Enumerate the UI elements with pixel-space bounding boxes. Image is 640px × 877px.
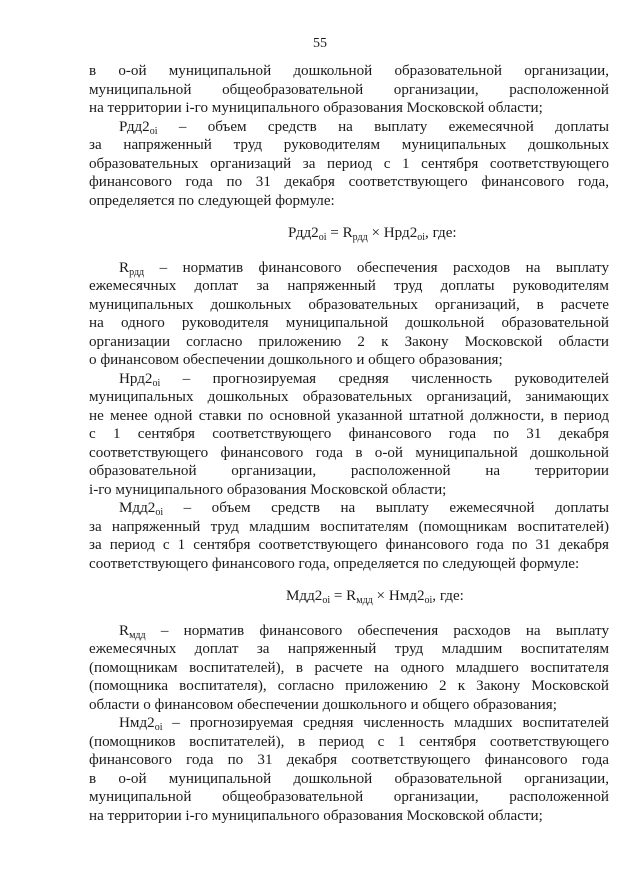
paragraph-text: – прогнозируемая средняя численность младших воспитателей [162, 715, 609, 731]
paragraph-first-line [89, 118, 609, 137]
text-line: образовательных организаций за период с 1 сентября соответствующего [89, 155, 609, 172]
text-line: за период с 1 сентября соответствующего финансового года по 31 декабря [89, 537, 609, 553]
formula-part: = R [330, 588, 357, 604]
symbol-subscript: oi [152, 377, 161, 389]
symbol-subscript: oi [155, 507, 164, 518]
symbol: R [119, 622, 130, 639]
text-line: организации согласно приложению 2 к Закону Московской области [89, 333, 609, 350]
paragraph-first-line [89, 259, 609, 278]
text-line: за напряженный труд руководителям муниципальных дошкольных [89, 137, 609, 153]
text-line: определяется по следующей формуле: [89, 192, 335, 209]
formula-part: Рдд2 [288, 225, 319, 241]
document-body [89, 62, 609, 825]
text-line: за напряженный труд младшим воспитателям (помощникам воспитателей) [89, 518, 609, 535]
text-line: ежемесячных доплат за напряженный труд доплаты руководителям [89, 278, 609, 294]
paragraph-text: – объем средств на выплату ежемесячной доплаты [157, 118, 609, 135]
paragraph-first-line [89, 714, 609, 733]
symbol-subscript: рдд [129, 266, 145, 278]
symbol: Нрд2 [119, 370, 153, 387]
text-line: образовательной организации, расположенной на территории [89, 463, 609, 479]
paragraph-first-line [89, 622, 609, 641]
symbol-subscript: oi [154, 722, 163, 733]
paragraph-text: – прогнозируемая средняя численность руководителей [160, 370, 609, 387]
formula-subscript: мдд [356, 595, 373, 606]
text-line: о финансовом обеспечении дошкольного и общего образования; [89, 352, 503, 368]
formula-subscript: oi [417, 232, 426, 243]
formula-subscript: oi [424, 595, 433, 606]
formula-subscript: рдд [352, 232, 368, 243]
text-line: финансового года по 31 декабря соответствующего финансового года, [89, 174, 609, 190]
formula-part: , где: [432, 588, 464, 604]
text-line: области о финансовом обеспечении дошкольного и общего образования; [89, 696, 557, 713]
paragraph-text: – норматив финансового обеспечения расходов на выплату [144, 259, 609, 276]
formula [89, 587, 609, 606]
formula-subscript: oi [318, 232, 327, 243]
text-line: i-го муниципального образования Московской области; [89, 481, 447, 498]
text-line: в о-ой муниципальной дошкольной образовательной организации, [89, 63, 609, 79]
text-line: муниципальных дошкольных образовательных организаций, занимающих [89, 389, 609, 405]
formula-part: × Нмд2 [372, 588, 425, 604]
text-line: соответствующего финансового года, определяется по следующей формуле: [89, 555, 580, 572]
text-line: с 1 сентября соответствующего финансового года по 31 декабря [89, 426, 609, 442]
formula-part: , где: [425, 225, 457, 241]
formula-subscript: oi [322, 595, 331, 606]
text-line: (помощников воспитателей), в период с 1 сентября соответствующего [89, 733, 609, 750]
formula-part: = R [326, 225, 353, 241]
text-line: (помощникам воспитателей), в расчете на одного младшего воспитателя [89, 659, 609, 676]
formula [89, 224, 609, 243]
page-number: 55 [313, 36, 327, 51]
text-line: ежемесячных доплат за напряженный труд младшим воспитателям [89, 641, 609, 657]
symbol: Нмд2 [119, 715, 155, 731]
symbol-subscript: мдд [129, 629, 146, 641]
symbol: Рдд2 [119, 118, 150, 135]
text-line: муниципальной общеобразовательной организации, расположенной [89, 789, 609, 805]
text-line: (помощника воспитателя), согласно приложению 2 к Закону Московской [89, 678, 609, 694]
symbol-subscript: oi [149, 125, 158, 137]
symbol: R [119, 259, 130, 276]
text-line: не менее одной ставки по основной указанной штатной должности, в период [89, 407, 609, 424]
formula-part: Мдд2 [286, 588, 323, 604]
paragraph-first-line [89, 370, 609, 389]
text-line: финансового года по 31 декабря соответствующего финансового года [89, 752, 609, 768]
paragraph-first-line [89, 499, 609, 518]
text-line: на территории i-го муниципального образования Московской области; [89, 100, 543, 116]
text-line: муниципальной общеобразовательной организации, расположенной [89, 81, 609, 98]
paragraph-text: – норматив финансового обеспечения расходов на выплату [145, 622, 609, 639]
text-line: на территории i-го муниципального образования Московской области; [89, 807, 543, 824]
symbol: Мдд2 [119, 500, 156, 516]
formula-part: × Нрд2 [367, 225, 418, 241]
text-line: соответствующего финансового года в о-ой муниципальной дошкольной [89, 444, 609, 461]
text-line: на одного руководителя муниципальной дошкольной образовательной [89, 315, 609, 331]
text-line: в о-ой муниципальной дошкольной образовательной организации, [89, 770, 609, 787]
text-line: муниципальных дошкольных образовательных организаций, в расчете [89, 296, 609, 313]
paragraph-text: – объем средств на выплату ежемесячной доплаты [163, 500, 609, 516]
